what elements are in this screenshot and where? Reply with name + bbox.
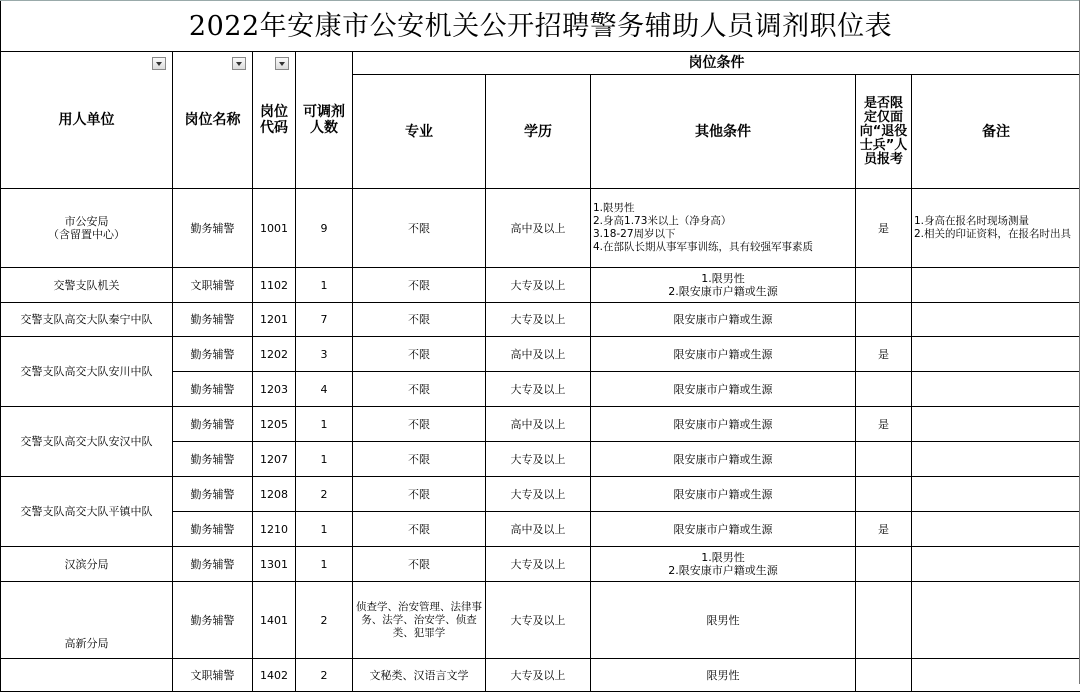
cell-unit: 交警支队高交大队平镇中队 xyxy=(1,477,173,547)
table-row xyxy=(1,337,1080,372)
cell-remark xyxy=(912,547,1080,582)
header-major: 专业 xyxy=(353,75,486,189)
cell-code: 1201 xyxy=(253,303,296,337)
header-remark: 备注 xyxy=(912,75,1080,189)
table-row xyxy=(1,547,1080,582)
cell-count: 2 xyxy=(296,477,353,512)
header-unit xyxy=(1,52,173,189)
cell-count: 4 xyxy=(296,372,353,407)
cell-major: 不限 xyxy=(353,189,486,268)
cell-veteran: 是 xyxy=(856,337,912,372)
cell-education: 高中及以上 xyxy=(486,407,591,442)
header-education: 学历 xyxy=(486,75,591,189)
cell-education: 大专及以上 xyxy=(486,372,591,407)
cell-remark xyxy=(912,442,1080,477)
cell-remark xyxy=(912,582,1080,659)
cell-code: 1208 xyxy=(253,477,296,512)
cell-code: 1402 xyxy=(253,659,296,692)
cell-position: 文职辅警 xyxy=(173,659,253,692)
cell-position: 勤务辅警 xyxy=(173,407,253,442)
filter-dropdown-icon[interactable] xyxy=(232,57,246,70)
cell-count: 1 xyxy=(296,512,353,547)
cell-remark xyxy=(912,512,1080,547)
cell-veteran xyxy=(856,659,912,692)
cell-major: 不限 xyxy=(353,477,486,512)
cell-remark xyxy=(912,268,1080,303)
header-conditions: 岗位条件 xyxy=(353,52,1080,75)
cell-education: 大专及以上 xyxy=(486,268,591,303)
cell-code: 1202 xyxy=(253,337,296,372)
table-row xyxy=(1,189,1080,268)
cell-other: 限安康市户籍或生源 xyxy=(591,477,856,512)
cell-position: 勤务辅警 xyxy=(173,512,253,547)
cell-veteran xyxy=(856,372,912,407)
header-count: 可调剂人数 xyxy=(296,52,353,189)
header-position xyxy=(173,52,253,189)
cell-unit: 汉滨分局 xyxy=(1,547,173,582)
cell-position: 勤务辅警 xyxy=(173,372,253,407)
cell-position: 勤务辅警 xyxy=(173,442,253,477)
cell-other: 限安康市户籍或生源 xyxy=(591,372,856,407)
cell-other: 限男性 xyxy=(591,659,856,692)
cell-remark xyxy=(912,477,1080,512)
cell-remark: 1.身高在报名时现场测量 2.相关的印证资料，在报名时出具 xyxy=(912,189,1080,268)
cell-code: 1207 xyxy=(253,442,296,477)
cell-major: 不限 xyxy=(353,303,486,337)
header-veteran: 是否限定仅面向“退役士兵”人员报考 xyxy=(856,75,912,189)
cell-education: 高中及以上 xyxy=(486,189,591,268)
cell-code: 1205 xyxy=(253,407,296,442)
header-position-label: 岗位名称 xyxy=(185,112,241,128)
cell-code: 1001 xyxy=(253,189,296,268)
cell-position: 勤务辅警 xyxy=(173,547,253,582)
cell-other: 限安康市户籍或生源 xyxy=(591,512,856,547)
cell-unit: 交警支队机关 xyxy=(1,268,173,303)
cell-position: 勤务辅警 xyxy=(173,477,253,512)
cell-unit: 市公安局 （含留置中心） xyxy=(1,189,173,268)
cell-code: 1401 xyxy=(253,582,296,659)
cell-major: 不限 xyxy=(353,337,486,372)
cell-veteran xyxy=(856,442,912,477)
cell-other: 限男性 xyxy=(591,582,856,659)
cell-remark xyxy=(912,372,1080,407)
cell-education: 高中及以上 xyxy=(486,512,591,547)
table-row xyxy=(1,268,1080,303)
cell-other: 限安康市户籍或生源 xyxy=(591,407,856,442)
cell-code: 1210 xyxy=(253,512,296,547)
cell-major: 不限 xyxy=(353,442,486,477)
filter-dropdown-icon[interactable] xyxy=(152,57,166,70)
header-other: 其他条件 xyxy=(591,75,856,189)
cell-education: 大专及以上 xyxy=(486,442,591,477)
cell-veteran: 是 xyxy=(856,407,912,442)
cell-count: 1 xyxy=(296,268,353,303)
cell-other: 1.限男性 2.身高1.73米以上（净身高） 3.18-27周岁以下 4.在部队长期从事军事训练，具有较强军事素质 xyxy=(591,189,856,268)
cell-position: 勤务辅警 xyxy=(173,582,253,659)
cell-major: 不限 xyxy=(353,407,486,442)
cell-position: 文职辅警 xyxy=(173,268,253,303)
cell-other: 限安康市户籍或生源 xyxy=(591,303,856,337)
cell-count: 1 xyxy=(296,547,353,582)
cell-count: 3 xyxy=(296,337,353,372)
cell-veteran: 是 xyxy=(856,512,912,547)
cell-unit xyxy=(1,659,173,692)
cell-count: 2 xyxy=(296,582,353,659)
cell-major: 侦查学、治安管理、法律事务、法学、治安学、侦查类、犯罪学 xyxy=(353,582,486,659)
cell-unit: 交警支队高交大队秦宁中队 xyxy=(1,303,173,337)
cell-major: 不限 xyxy=(353,268,486,303)
cell-education: 大专及以上 xyxy=(486,477,591,512)
header-unit-label: 用人单位 xyxy=(59,112,115,128)
cell-count: 1 xyxy=(296,407,353,442)
cell-other: 1.限男性 2.限安康市户籍或生源 xyxy=(591,268,856,303)
cell-position: 勤务辅警 xyxy=(173,337,253,372)
cell-position: 勤务辅警 xyxy=(173,303,253,337)
header-code xyxy=(253,52,296,189)
cell-veteran xyxy=(856,547,912,582)
cell-unit: 交警支队高交大队安川中队 xyxy=(1,337,173,407)
cell-major: 不限 xyxy=(353,372,486,407)
cell-code: 1301 xyxy=(253,547,296,582)
cell-other: 限安康市户籍或生源 xyxy=(591,442,856,477)
cell-education: 大专及以上 xyxy=(486,659,591,692)
table-title: 2022年安康市公安机关公开招聘警务辅助人员调剂职位表 xyxy=(1,1,1080,52)
cell-education: 大专及以上 xyxy=(486,582,591,659)
table-row xyxy=(1,477,1080,512)
cell-veteran xyxy=(856,303,912,337)
cell-count: 9 xyxy=(296,189,353,268)
cell-code: 1203 xyxy=(253,372,296,407)
cell-code: 1102 xyxy=(253,268,296,303)
cell-unit: 交警支队高交大队安汉中队 xyxy=(1,407,173,477)
cell-other: 1.限男性 2.限安康市户籍或生源 xyxy=(591,547,856,582)
cell-remark xyxy=(912,407,1080,442)
cell-unit: 高新分局 xyxy=(1,582,173,659)
cell-major: 不限 xyxy=(353,547,486,582)
cell-major: 文秘类、汉语言文学 xyxy=(353,659,486,692)
cell-other: 限安康市户籍或生源 xyxy=(591,337,856,372)
table-row xyxy=(1,407,1080,442)
cell-veteran xyxy=(856,477,912,512)
cell-remark xyxy=(912,337,1080,372)
cell-veteran xyxy=(856,582,912,659)
cell-count: 1 xyxy=(296,442,353,477)
header-code-label: 岗位代码 xyxy=(260,104,288,136)
table-row xyxy=(1,659,1080,692)
cell-veteran: 是 xyxy=(856,189,912,268)
cell-remark xyxy=(912,303,1080,337)
cell-education: 高中及以上 xyxy=(486,337,591,372)
cell-count: 7 xyxy=(296,303,353,337)
cell-education: 大专及以上 xyxy=(486,547,591,582)
cell-position: 勤务辅警 xyxy=(173,189,253,268)
filter-dropdown-icon[interactable] xyxy=(275,57,289,70)
cell-major: 不限 xyxy=(353,512,486,547)
cell-remark xyxy=(912,659,1080,692)
cell-education: 大专及以上 xyxy=(486,303,591,337)
cell-count: 2 xyxy=(296,659,353,692)
cell-veteran xyxy=(856,268,912,303)
table-row xyxy=(1,303,1080,337)
table-row xyxy=(1,582,1080,659)
